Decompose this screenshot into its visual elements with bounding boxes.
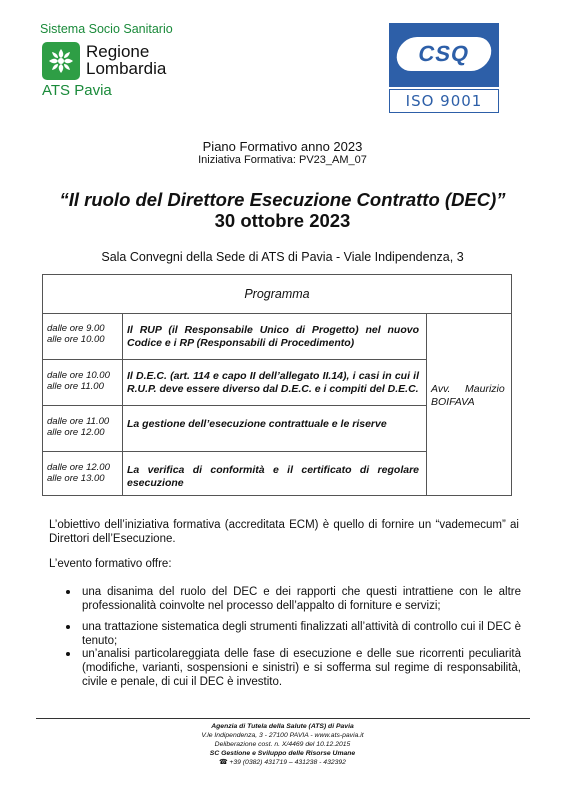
time-to: alle ore 11.00 xyxy=(47,381,104,392)
session-topic: La gestione dell’esecuzione contrattuale e le riserve xyxy=(127,418,387,430)
speaker-line1: Avv. Maurizio xyxy=(431,383,505,395)
footer-divider xyxy=(36,718,530,719)
region-name-line2: Lombardia xyxy=(86,59,167,78)
system-label: Sistema Socio Sanitario xyxy=(40,22,173,36)
bullet-dot-icon xyxy=(66,590,70,594)
event-date: 30 ottobre 2023 xyxy=(214,210,351,231)
time-to: alle ore 13.00 xyxy=(47,473,105,484)
program-row xyxy=(43,452,426,495)
footer-department: SC Gestione e Sviluppo delle Risorse Umane xyxy=(209,750,356,757)
time-from: dalle ore 9.00 xyxy=(47,323,105,334)
iso-label: ISO 9001 xyxy=(389,89,499,113)
bullet-item xyxy=(66,647,521,689)
bullet-text: una trattazione sistematica degli strumenti finalizzati all’attività di controllo cui il DEC è tenuto; xyxy=(82,621,521,647)
event-title: “Il ruolo del Direttore Esecuzione Contratto (DEC)” xyxy=(59,189,506,210)
session-topic: Il D.E.C. (art. 114 e capo II dell’allegato II.14), i casi in cui il R.U.P. deve essere diverso dal D.E.C. e i compiti del D.E.C. xyxy=(127,370,419,395)
footer-address: V.le Indipendenza, 3 - 27100 PAVIA - www.ats-pavia.it xyxy=(201,732,364,739)
plan-title: Piano Formativo anno 2023 xyxy=(202,139,363,154)
time-cell xyxy=(43,360,123,405)
program-row xyxy=(43,406,426,452)
csq-certification-logo xyxy=(389,23,499,113)
footer-agency: Agenzia di Tutela della Salute (ATS) di Pavia xyxy=(211,723,354,730)
time-cell xyxy=(43,406,123,451)
speaker-cell xyxy=(426,313,512,495)
time-to: alle ore 10.00 xyxy=(47,334,105,345)
speaker-name xyxy=(431,383,509,409)
program-header: Programma xyxy=(43,275,511,314)
agency-name: ATS Pavia xyxy=(42,82,112,99)
time-from: dalle ore 10.00 xyxy=(47,370,110,381)
csq-logo-text: CSQ xyxy=(394,37,494,71)
objective-paragraph: L’obiettivo dell’iniziativa formativa (accreditata ECM) è quello di fornire un “vademecum” ai Direttori dell’Esecuzione. xyxy=(49,519,519,545)
program-row xyxy=(43,360,426,406)
bullet-dot-icon xyxy=(66,652,70,656)
session-topic: Il RUP (il Responsabile Unico di Progetto) nel nuovo Codice e i RP (Responsabili di Procedimento) xyxy=(127,324,419,349)
event-venue: Sala Convegni della Sede di ATS di Pavia - Viale Indipendenza, 3 xyxy=(101,250,464,264)
bullet-text: un’analisi particolareggiata delle fase di esecuzione e delle sue ricorrenti peculiarità (modifiche, varianti, sospensioni e sinistri) e si sofferma sul regime di responsabilità, civile e penale, di cui il DEC è investito. xyxy=(82,648,521,688)
bullet-dot-icon xyxy=(66,625,70,629)
time-from: dalle ore 11.00 xyxy=(47,416,110,427)
bullet-item xyxy=(66,585,521,613)
region-name-line1: Regione xyxy=(86,42,150,61)
bullet-item xyxy=(66,620,521,648)
regione-lombardia-rose-icon xyxy=(42,42,80,80)
phone-icon: ☎ xyxy=(219,759,228,766)
footer-deliberation: Deliberazione cost. n. X/4469 del 10.12.2015 xyxy=(214,741,351,748)
offers-intro: L’evento formativo offre: xyxy=(49,558,172,570)
speaker-line2: BOIFAVA xyxy=(431,396,475,408)
time-cell xyxy=(43,452,123,495)
session-topic: La verifica di conformità e il certificato di regolare esecuzione xyxy=(127,464,419,489)
program-row xyxy=(43,313,426,360)
bullet-text: una disanima del ruolo del DEC e dei rapporti che questi intrattiene con le altre professionalità coinvolte nel processo dell’appalto di forniture e servizi; xyxy=(82,586,521,612)
initiative-code: Iniziativa Formativa: PV23_AM_07 xyxy=(198,154,367,166)
program-table xyxy=(42,274,512,496)
footer-phone-numbers: +39 (0382) 431719 – 431238 - 432392 xyxy=(229,759,346,766)
time-to: alle ore 12.00 xyxy=(47,427,105,438)
footer-phone xyxy=(0,758,565,767)
csq-logo-background xyxy=(389,23,499,87)
time-cell xyxy=(43,313,123,359)
time-from: dalle ore 12.00 xyxy=(47,462,110,473)
